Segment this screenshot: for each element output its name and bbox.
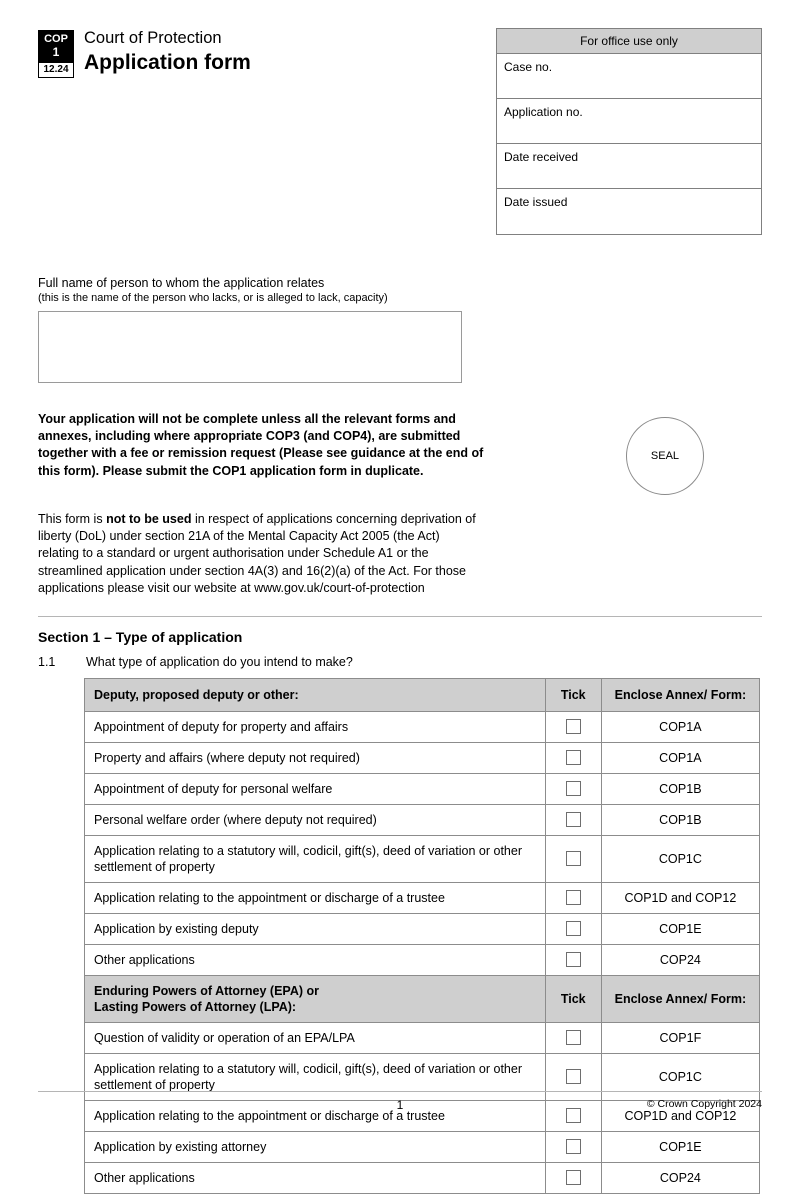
page-title: Application form (84, 51, 251, 74)
row-desc: Other applications (85, 1162, 546, 1193)
row-form: COP1D and COP12 (601, 882, 759, 913)
row-form: COP1E (601, 913, 759, 944)
office-use-field-application-no[interactable]: Application no. (497, 99, 761, 144)
full-name-block (38, 275, 762, 383)
full-name-input[interactable] (38, 311, 462, 383)
notice-row (38, 411, 762, 495)
header-epa-lpa-label (85, 975, 546, 1022)
row-form: COP1F (601, 1022, 759, 1053)
row-form: COP1E (601, 1131, 759, 1162)
checkbox-icon[interactable] (566, 781, 581, 796)
table-header-deputy (85, 678, 760, 711)
dol-exclusion-paragraph (38, 511, 484, 598)
row-form: COP1C (601, 835, 759, 882)
table-row (85, 804, 760, 835)
office-use-heading: For office use only (497, 29, 761, 54)
application-type-table (84, 678, 760, 1194)
checkbox-icon[interactable] (566, 1030, 581, 1045)
full-name-label: Full name of person to whom the application relates (38, 275, 325, 290)
row-tick-cell[interactable] (545, 773, 601, 804)
checkbox-icon[interactable] (566, 921, 581, 936)
row-tick-cell[interactable] (545, 882, 601, 913)
page-header (38, 28, 762, 235)
row-desc: Application by existing deputy (85, 913, 546, 944)
full-name-sublabel: (this is the name of the person who lacks, or is alleged to lack, capacity) (38, 291, 388, 304)
seal-placeholder (626, 417, 704, 495)
section-1-title: Section 1 – Type of application (38, 628, 243, 645)
question-1-1-text: What type of application do you intend to make? (86, 654, 353, 669)
row-desc: Application relating to a statutory will, codicil, gift(s), deed of variation or other settlement of property (85, 1053, 546, 1100)
table-row (85, 1131, 760, 1162)
row-form: COP1D and COP12 (601, 1100, 759, 1131)
checkbox-icon[interactable] (566, 812, 581, 827)
row-form: COP1A (601, 742, 759, 773)
header-epa-lpa-line1: Enduring Powers of Attorney (EPA) or (94, 983, 320, 998)
footer-divider (38, 1091, 762, 1092)
question-1-1-number: 1.1 (38, 654, 56, 669)
row-desc: Question of validity or operation of an EPA/LPA (85, 1022, 546, 1053)
table-row (85, 773, 760, 804)
row-desc: Other applications (85, 944, 546, 975)
row-form: COP1B (601, 773, 759, 804)
row-desc: Property and affairs (where deputy not required) (85, 742, 546, 773)
form-number-text: 1 (52, 45, 60, 59)
table-row (85, 913, 760, 944)
completeness-notice: Your application will not be complete unless all the relevant forms and annexes, including where appropriate COP3 (and COP4), are submitted together with a fee or remission request (Please see guidance at the end of this form). Please submit the COP1 application form in duplicate. (38, 411, 484, 478)
checkbox-icon[interactable] (566, 952, 581, 967)
table-header-epa-lpa (85, 975, 760, 1022)
row-tick-cell[interactable] (545, 1162, 601, 1193)
checkbox-icon[interactable] (566, 1139, 581, 1154)
row-form: COP24 (601, 944, 759, 975)
row-form: COP1C (601, 1053, 759, 1100)
header-form-label-1: Enclose Annex/ Form: (601, 678, 759, 711)
page-number: 1 (396, 1098, 404, 1112)
row-desc: Appointment of deputy for property and affairs (85, 711, 546, 742)
checkbox-icon[interactable] (566, 719, 581, 734)
row-desc: Application relating to the appointment or discharge of a trustee (85, 882, 546, 913)
row-tick-cell[interactable] (545, 711, 601, 742)
row-form: COP1A (601, 711, 759, 742)
header-title-group (38, 28, 251, 78)
form-date-text: 12.24 (38, 63, 74, 78)
header-tick-label-2: Tick (545, 975, 601, 1022)
office-use-box (496, 28, 762, 235)
table-row (85, 1022, 760, 1053)
table-row (85, 882, 760, 913)
form-code-badge (38, 30, 74, 78)
form-code-text: COP (44, 33, 68, 45)
table-row (85, 1162, 760, 1193)
office-use-field-case-no[interactable]: Case no. (497, 54, 761, 99)
header-form-label-2: Enclose Annex/ Form: (601, 975, 759, 1022)
row-desc: Application relating to the appointment or discharge of a trustee (85, 1100, 546, 1131)
row-desc: Application by existing attorney (85, 1131, 546, 1162)
row-tick-cell[interactable] (545, 742, 601, 773)
office-use-field-date-issued[interactable]: Date issued (504, 195, 568, 209)
court-name: Court of Protection (84, 29, 222, 47)
dol-text-bold: not to be used (106, 511, 192, 526)
table-row (85, 711, 760, 742)
row-desc: Application relating to a statutory will, codicil, gift(s), deed of variation or other settlement of property (85, 835, 546, 882)
row-tick-cell[interactable] (545, 944, 601, 975)
table-row (85, 944, 760, 975)
header-tick-label-1: Tick (545, 678, 601, 711)
row-desc: Personal welfare order (where deputy not required) (85, 804, 546, 835)
row-form: COP1B (601, 804, 759, 835)
checkbox-icon[interactable] (566, 851, 581, 866)
table-row (85, 742, 760, 773)
page-footer (38, 1091, 762, 1112)
table-row (85, 835, 760, 882)
row-form: COP24 (601, 1162, 759, 1193)
checkbox-icon[interactable] (566, 750, 581, 765)
header-titles (84, 28, 251, 75)
row-tick-cell[interactable] (545, 1131, 601, 1162)
checkbox-icon[interactable] (566, 1170, 581, 1185)
row-tick-cell[interactable] (545, 835, 601, 882)
row-desc: Appointment of deputy for personal welfare (85, 773, 546, 804)
header-epa-lpa-line2: Lasting Powers of Attorney (LPA): (94, 999, 297, 1014)
office-use-field-date-received[interactable]: Date received (497, 144, 761, 189)
row-tick-cell[interactable] (545, 804, 601, 835)
checkbox-icon[interactable] (566, 1069, 581, 1084)
row-tick-cell[interactable] (545, 913, 601, 944)
header-deputy-label: Deputy, proposed deputy or other: (85, 678, 546, 711)
form-code-badge-top (38, 30, 74, 63)
dol-text-part1: This form is (38, 511, 107, 526)
question-1-1 (38, 655, 762, 669)
copyright-notice: © Crown Copyright 2024 (646, 1098, 762, 1110)
section-divider (38, 616, 762, 617)
row-tick-cell[interactable] (545, 1022, 601, 1053)
dol-text-part2: in respect of applications concerning deprivation of liberty (DoL) under section 21A of the Mental Capacity Act 2005 (the Act) relating to a standard or urgent authorisation under Schedule A1 or the streamlined application under section 4A(3) and 16(2)(a) of the Act. For those applications please visit our website at www.gov.uk/court-of-protection (38, 511, 476, 596)
checkbox-icon[interactable] (566, 890, 581, 905)
seal-label: SEAL (650, 449, 680, 462)
